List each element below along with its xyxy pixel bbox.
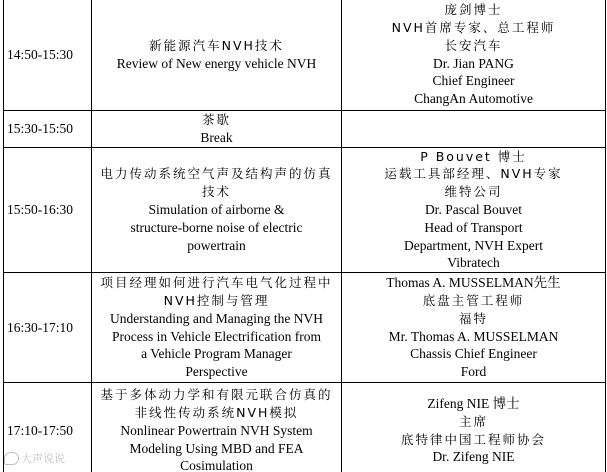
topic-line: 基于多体动力学和有限元联合仿真的: [100, 387, 333, 403]
topic-line: Understanding and Managing the NVH: [110, 310, 323, 326]
speaker-line: 运载工具部经理、NVH专家: [384, 166, 563, 182]
speaker-line: Dr. Pascal Bouvet: [424, 201, 523, 217]
speaker-line: Department, NVH Expert: [403, 237, 544, 253]
speaker-line: Zifeng NIE 博士: [427, 396, 520, 412]
topic-line: 项目经理如何进行汽车电气化过程中: [100, 275, 333, 291]
time-cell: 15:30-15:50: [4, 111, 92, 148]
topic-cell: [92, 111, 342, 148]
speaker-line: Dr. Zifeng NIE: [432, 449, 515, 465]
speaker-line: 底盘主管工程师: [422, 293, 525, 309]
speaker-line: Head of Transport: [424, 219, 523, 235]
speaker-line: 福特: [458, 310, 488, 326]
topic-line: 新能源汽车NVH技术: [149, 37, 284, 53]
speaker-line: 主席: [458, 413, 488, 429]
topic-line: structure-borne noise of electric: [130, 219, 303, 235]
topic-line: 茶歇: [201, 112, 231, 127]
time-cell: 16:30-17:10: [4, 273, 92, 383]
speaker-line: NVH首席专家、总工程师: [391, 19, 556, 35]
table-row: [4, 147, 606, 273]
speaker-cell: [342, 0, 606, 111]
speaker-line: Dr. Jian PANG: [433, 55, 514, 71]
topic-line: NVH控制与管理: [163, 293, 270, 309]
table-row: [4, 0, 606, 111]
speaker-line: 维特公司: [444, 184, 503, 200]
topic-line: Perspective: [185, 364, 248, 380]
topic-cell: [92, 0, 342, 111]
topic-line: Break: [200, 129, 233, 145]
topic-line: Nonlinear Powertrain NVH System: [120, 422, 313, 438]
topic-line: 电力传动系统空气声及结构声的仿真: [100, 166, 333, 182]
topic-line: 非线性传动系统NVH模拟: [134, 404, 299, 420]
time-cell: 17:10-17:50: [4, 383, 92, 472]
speaker-line: Vibratech: [447, 255, 500, 271]
speaker-cell: [342, 111, 606, 148]
speaker-cell: [342, 147, 606, 273]
watermark: [4, 450, 65, 466]
table-row: [4, 383, 606, 472]
topic-line: Process in Vehicle Electrification from: [112, 328, 321, 344]
topic-line: Review of New energy vehicle NVH: [116, 55, 317, 71]
speaker-line: Thomas A. MUSSELMAN先生: [386, 275, 561, 291]
speaker-line: P Bouvet 博士: [420, 148, 527, 164]
speaker-line: 长安汽车: [444, 37, 503, 53]
speaker-line: 底特律中国工程师协会: [400, 431, 546, 447]
speaker-line: Mr. Thomas A. MUSSELMAN: [388, 328, 559, 344]
watermark-text: 大声说说: [21, 452, 65, 465]
speaker-line: 庞剑博士: [444, 2, 503, 18]
topic-line: 技术: [201, 184, 231, 200]
topic-line: a Vehicle Program Manager: [141, 346, 292, 362]
time-cell: 15:50-16:30: [4, 147, 92, 273]
topic-line: powertrain: [187, 237, 246, 253]
chat-bubble-icon: [4, 452, 19, 465]
topic-cell: [92, 383, 342, 472]
topic-line: Simulation of airborne &: [148, 201, 285, 217]
topic-line: Modeling Using MBD and FEA: [129, 440, 304, 456]
topic-cell: [92, 273, 342, 383]
speaker-cell: [342, 273, 606, 383]
topic-line: Cosimulation: [180, 458, 253, 472]
speaker-line: Chassis Chief Engineer: [410, 346, 537, 362]
topic-cell: [92, 147, 342, 273]
speaker-line: Ford: [460, 364, 487, 380]
speaker-cell: [342, 383, 606, 472]
speaker-line: ChangAn Automotive: [414, 91, 533, 107]
table-row: [4, 273, 606, 383]
agenda-table: [3, 0, 606, 472]
speaker-line: Chief Engineer: [432, 73, 515, 89]
time-cell: 14:50-15:30: [4, 0, 92, 111]
table-row: [4, 111, 606, 148]
